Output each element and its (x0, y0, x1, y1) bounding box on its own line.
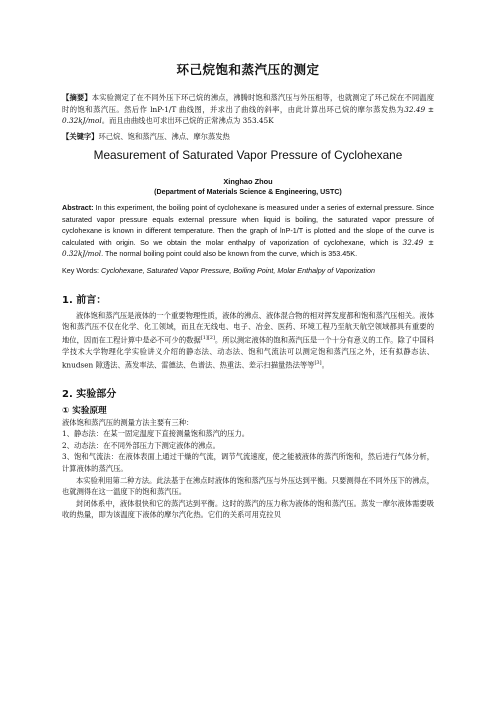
section-1-paragraph (62, 310, 434, 371)
chinese-abstract-label: 【摘要】 (62, 93, 92, 102)
author-name: Xinghao Zhou (223, 177, 273, 187)
english-abstract-label: Abstract: (62, 203, 94, 213)
chinese-abstract-text-1: 本实验测定了在不同外压下环己烷的沸点，沸腾时饱和蒸汽压与外压相等，也就测定了环己烷在不同温度时的饱和蒸汽压。然后作 lnP-1/T 曲线图，并求出了曲线的斜率，由此计算出环己烷的摩尔蒸发热为 (62, 93, 435, 114)
section-2-paragraph-2: 封闭体系中，液体很快和它的蒸汽达到平衡。这时的蒸汽的压力称为液体的饱和蒸汽压。蒸发一摩尔液体需要吸收的热量，即为该温度下液体的摩尔汽化热。它们的关系可用克拉贝 (62, 498, 434, 520)
method-item-1: 1、静态法：在某一固定温度下直接测量饱和蒸汽的压力。 (62, 429, 250, 439)
chinese-title: 环己烷饱和蒸汽压的测定 (176, 62, 320, 77)
section-2-paragraph-1: 本实验利用第二种方法。此法基于在沸点时液体的饱和蒸汽压与外压达到平衡。只要测得在不同外压下的沸点，也就测得在这一温度下的饱和蒸汽压。 (62, 475, 434, 497)
chinese-abstract-formula: 32.49 ± 0.32kJ/mol (62, 104, 434, 126)
chinese-abstract (62, 92, 434, 127)
chinese-abstract-text-2: 。而且由曲线也可求出环己烷的正常沸点为 353.45K (101, 116, 274, 126)
citation-3: [3] (314, 359, 322, 366)
english-keywords-text: Cyclohexane, Saturated Vapor Pressure, Boiling Point, Molar Enthalpy of Vaporization (101, 266, 375, 276)
citation-1-2: [1][2] (200, 335, 215, 341)
chinese-keywords-label: 【关键字】 (62, 131, 99, 141)
paper-page (62, 60, 434, 521)
english-keywords (62, 265, 434, 276)
english-abstract-text-2: . The normal boiling point could also be known from the curve, which is 353.45K. (101, 249, 358, 258)
english-keywords-label: Key Words: (62, 266, 100, 276)
chinese-keywords-text: 环己烷、饱和蒸汽压、沸点、摩尔蒸发热 (98, 131, 230, 141)
section-1-text-3: 。 (321, 360, 329, 370)
author-affiliation: (Department of Materials Science & Engineering, USTC) (154, 188, 342, 197)
section-2-heading: 2. 实验部分 (62, 388, 117, 400)
section-2-subheading: ① 实验原理 (62, 405, 107, 416)
section-1-text-2: 。所以测定液体的饱和蒸汽压是一个十分有意义的工作。除了中国科学技术大学物理化学实验讲义介绍的静态法、动态法、饱和气流法可以测定饱和蒸汽压之外，还有拟静态法、knudsen 隙透法、蒸发率法、雷德法、色谱法、热重法、差示扫描量热法等等 (62, 335, 434, 370)
chinese-keywords (62, 131, 434, 143)
method-item-3: 3、饱和气流法：在液体表面上通过干燥的气流，调节气流速度，使之能被液体的蒸汽所饱和，然后进行气体分析，计算液体的蒸汽压。 (62, 452, 434, 473)
section-2-intro: 液体饱和蒸汽压的测量方法主要有三种： (62, 417, 194, 427)
english-title: Measurement of Saturated Vapor Pressure of Cyclohexane (93, 148, 403, 163)
section-1-text-1: 液体饱和蒸汽压是液体的一个重要物理性质，液体的沸点、液体混合物的相对挥发度都和饱和蒸汽压相关。液体饱和蒸汽压不仅在化学、化工领域，而且在无线电、电子、冶金、医药、环境工程乃至航天航空领域都具有重要的地位，因而在工程计算中是必不可少的数据 (62, 310, 434, 345)
method-item-2: 2、动态法：在不同外部压力下测定液体的沸点。 (62, 440, 220, 450)
section-1-heading: 1. 前言： (62, 294, 107, 306)
english-abstract-text-1: In this experiment, the boiling point of cyclohexane is measured under a series of external pressure. Since saturated vapor pressure equals external pressure when liquid is boiling, the saturated vapor pressure of cyclohexane is known in different temperature. Then the graph of lnP-1/T is plotted and the slope of the curve is calculated with origin. So we obtain the molar enthalpy of vaporization of cyclohexane, which is (62, 203, 435, 247)
english-abstract-formula: 32.49 ± 0.32kJ/mol (62, 237, 434, 258)
english-abstract (62, 202, 434, 259)
